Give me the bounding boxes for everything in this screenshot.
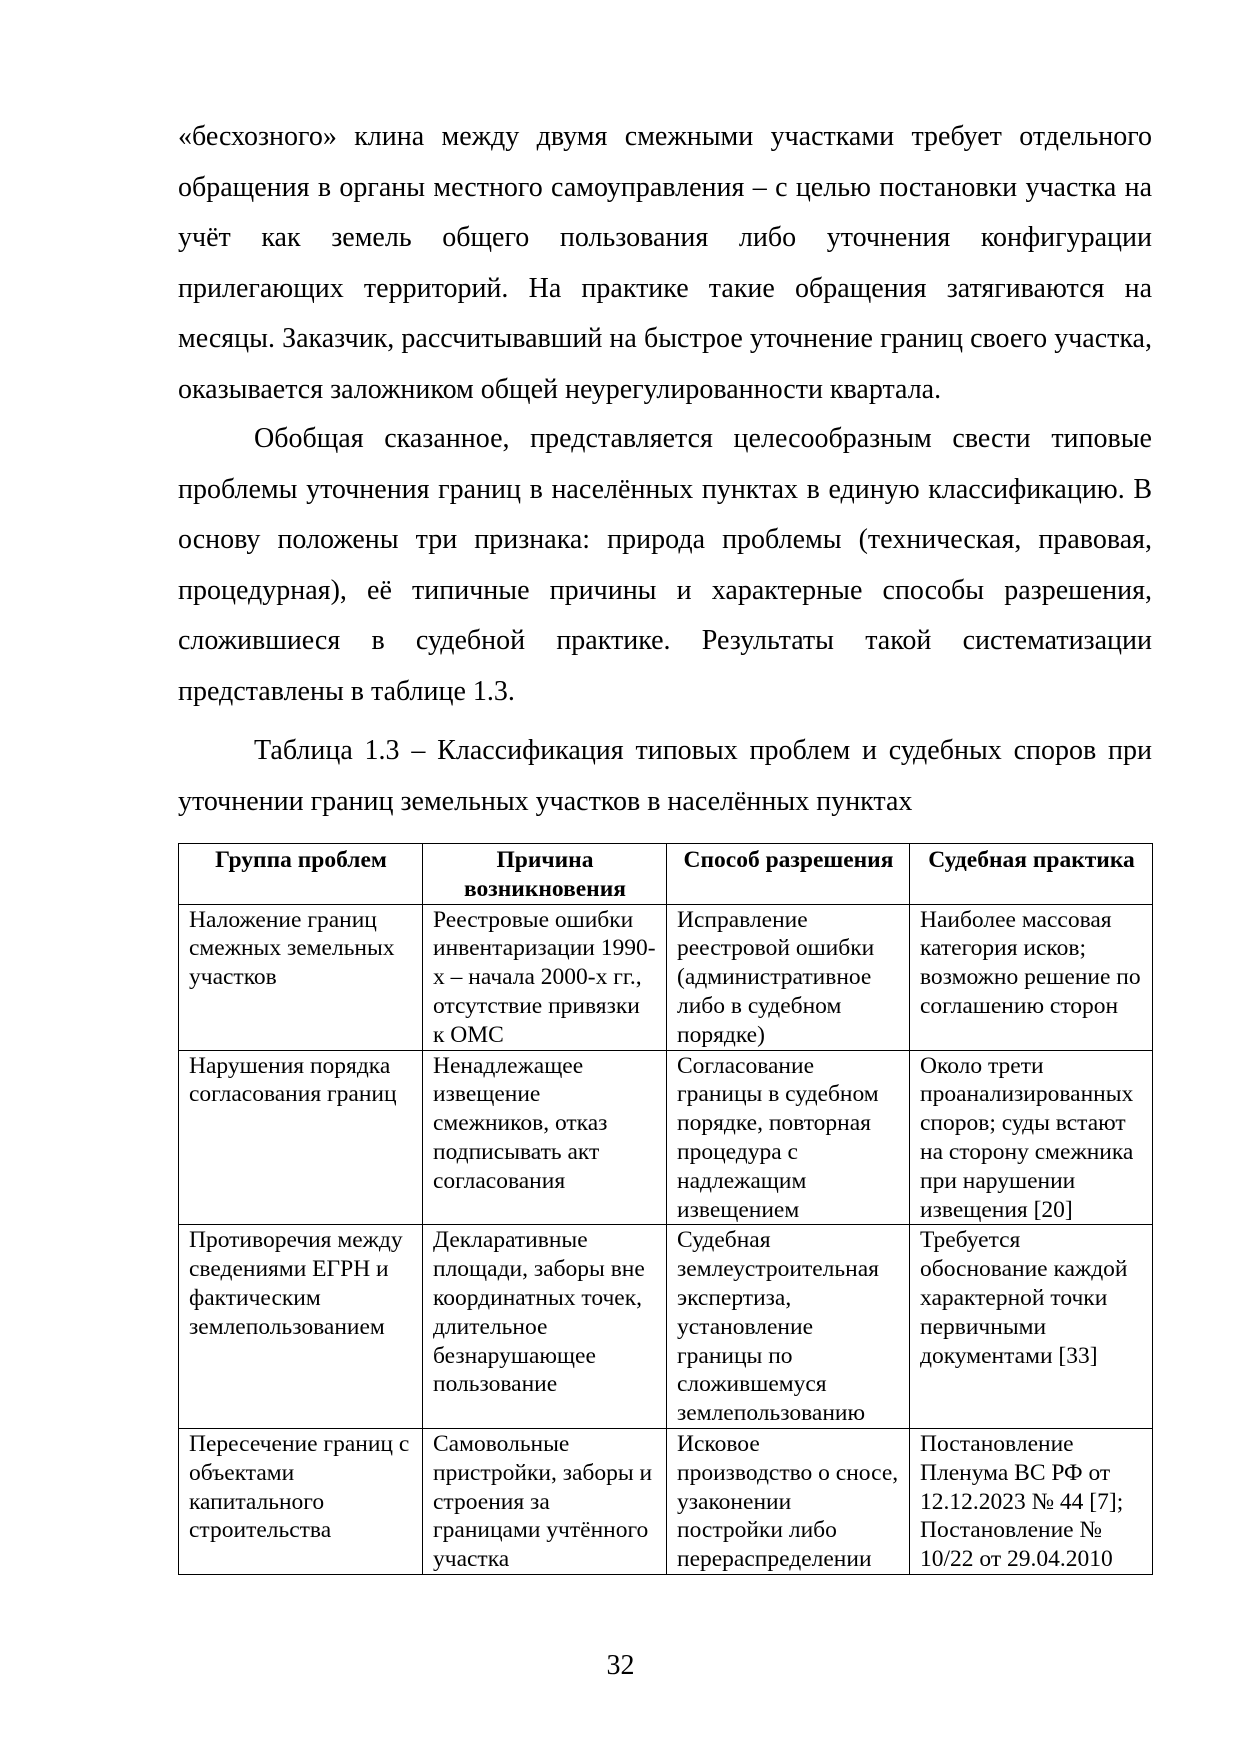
table-cell: Наиболее массовая категория исков; возможно решение по соглашению сторон [910,904,1153,1050]
header-cell-court-practice: Судебная практика [910,844,1153,905]
table-cell: Ненадлежащее извещение смежников, отказ подписывать акт согласования [423,1050,667,1225]
table-cell: Декларативные площади, заборы вне координатных точек, длительное безнарушающее пользование [423,1225,667,1429]
table-cell: Исковое производство о сносе, узаконении постройки либо перераспределении [667,1428,910,1574]
table-cell: Постановление Пленума ВС РФ от 12.12.2023 № 44 [7]; Постановление № 10/22 от 29.04.2010 [910,1428,1153,1574]
table-cell: Около трети проанализированных споров; суды встают на сторону смежника при нарушении извещения [20] [910,1050,1153,1225]
table-cell: Наложение границ смежных земельных участков [179,904,423,1050]
table-cell: Исправление реестровой ошибки (административное либо в судебном порядке) [667,904,910,1050]
table-cell: Судебная землеустроительная экспертиза, установление границы по сложившемуся землепользованию [667,1225,910,1429]
table-cell: Реестровые ошибки инвентаризации 1990-х – начала 2000-х гг., отсутствие привязки к ОМС [423,904,667,1050]
table-cell: Самовольные пристройки, заборы и строения за границами учтённого участка [423,1428,667,1574]
header-cell-cause: Причина возникновения [423,844,667,905]
table-cell: Согласование границы в судебном порядке, повторная процедура с надлежащим извещением [667,1050,910,1225]
table-row [179,1050,1153,1225]
table-row [179,904,1153,1050]
body-paragraph: «бесхозного» клина между двумя смежными участками требует отдельного обращения в органы местного самоуправления – с целью постановки участка на учёт как земель общего пользования либо уточнения конфигурации прилегающих территорий. На практике такие обращения затягиваются на месяцы. Заказчик, рассчитывавший на быстрое уточнение границ своего участка, оказывается заложником общей неурегулированности квартала. [178,121,1152,405]
table-cell: Нарушения порядка согласования границ [179,1050,423,1225]
table-cell: Противоречия между сведениями ЕГРН и фактическим землепользованием [179,1225,423,1429]
table-cell: Пересечение границ с объектами капитального строительства [179,1428,423,1574]
table [178,843,1153,1575]
table-header-row [179,844,1153,905]
header-cell-problem-group: Группа проблем [179,844,423,905]
body-paragraph: Обобщая сказанное, представляется целесообразным свести типовые проблемы уточнения границ в населённых пунктах в единую классификацию. В основу положены три признака: природа проблемы (техническая, правовая, процедурная), её типичные причины и характерные способы разрешения, сложившиеся в судебной практике. Результаты такой систематизации представлены в таблице 1.3. [178,423,1152,707]
table-row [179,1428,1153,1574]
page-number: 32 [606,1650,635,1681]
table-cell: Требуется обоснование каждой характерной точки первичными документами [33] [910,1225,1153,1429]
header-cell-resolution: Способ разрешения [667,844,910,905]
table-row [179,1225,1153,1429]
table-caption: Таблица 1.3 – Классификация типовых проблем и судебных споров при уточнении границ земельных участков в населённых пунктах [178,735,1152,817]
classification-table [178,843,1152,1575]
